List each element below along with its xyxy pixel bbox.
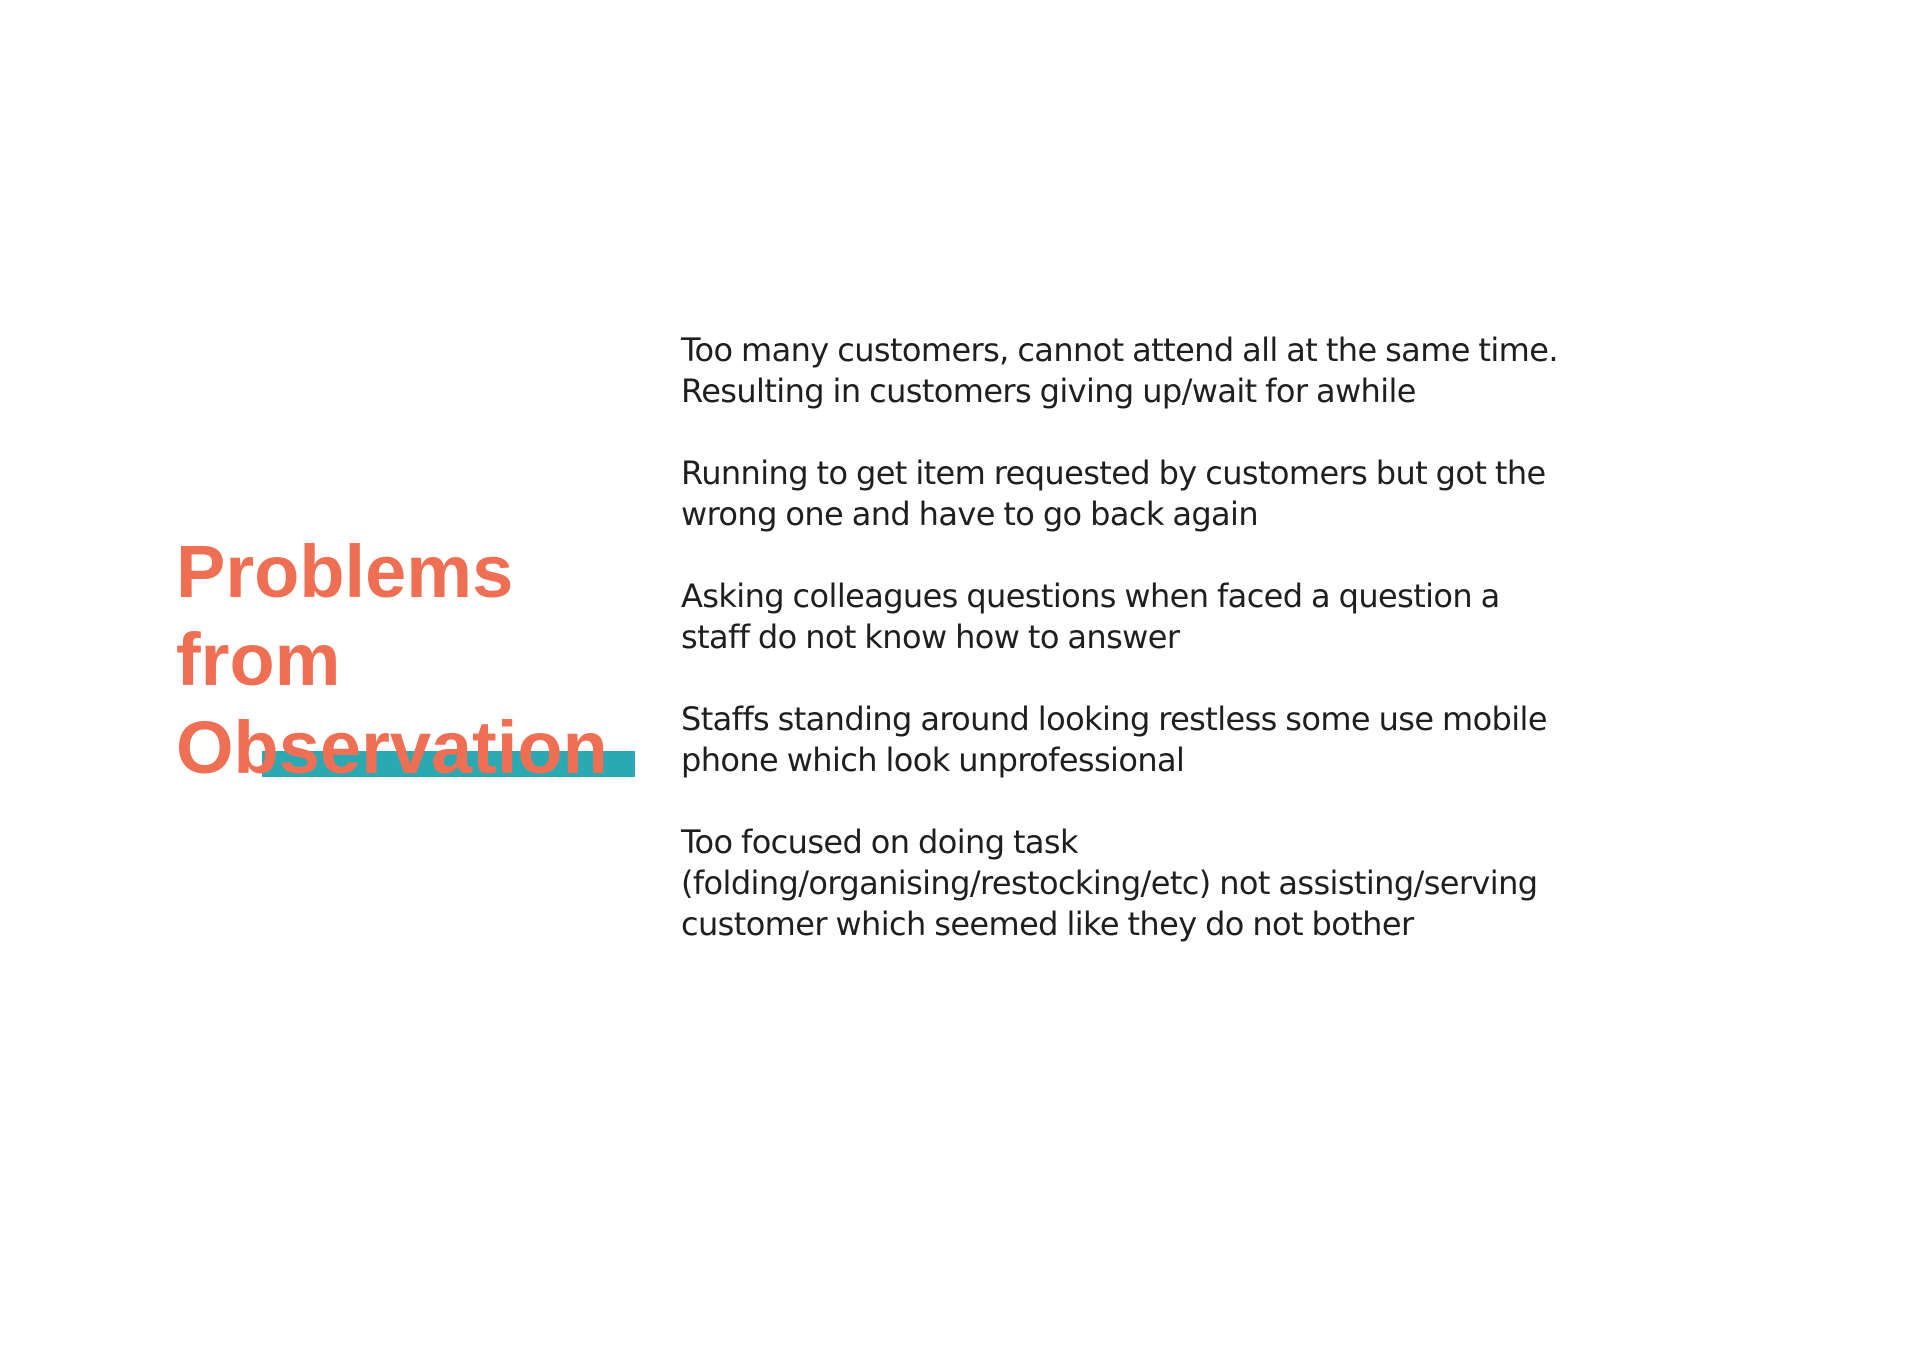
observation-line: customer which seemed like they do not bother — [681, 905, 1414, 943]
observation-line: Staffs standing around looking restless some use mobile — [681, 700, 1547, 738]
observation-line: Resulting in customers giving up/wait for awhile — [681, 372, 1416, 410]
observation-item — [681, 330, 1581, 412]
observation-line: Too many customers, cannot attend all at the same time. — [681, 331, 1558, 369]
observation-item — [681, 576, 1581, 658]
observation-line: staff do not know how to answer — [681, 618, 1180, 656]
observation-line: wrong one and have to go back again — [681, 495, 1259, 533]
page-title — [176, 528, 656, 792]
title-line: from — [176, 618, 341, 701]
observation-line: Asking colleagues questions when faced a question a — [681, 577, 1500, 615]
title-line: Observation — [176, 706, 608, 789]
observation-list — [681, 330, 1581, 986]
observation-item — [681, 453, 1581, 535]
observation-line: Running to get item requested by customers but got the — [681, 454, 1546, 492]
observation-item — [681, 822, 1581, 945]
title-line: Problems — [176, 530, 514, 613]
title-block — [176, 528, 656, 792]
observation-line: (folding/organising/restocking/etc) not assisting/serving — [681, 864, 1538, 902]
observation-line: Too focused on doing task — [681, 823, 1078, 861]
observation-item — [681, 699, 1581, 781]
observation-line: phone which look unprofessional — [681, 741, 1185, 779]
